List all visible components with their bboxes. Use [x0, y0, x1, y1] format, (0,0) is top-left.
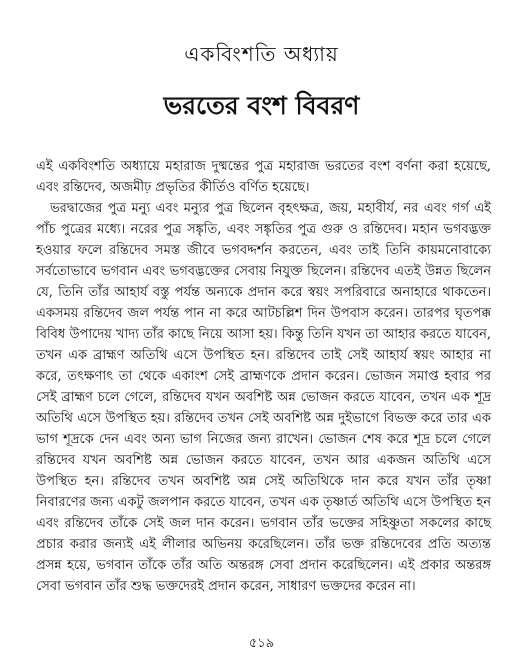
paragraph: ভরদ্বাজের পুত্র মন্যু এবং মন্যুর পুত্র ছিলেন বৃহৎক্ষত্র, জয়, মহাবীর্য, নর এবং গর্গ এই পাঁচ পুত্রের মধ্যে। নরের পুত্র সঙ্কৃতি, এবং সঙ্কৃতির পুত্র গুরু ও রন্তিদেব। মহান ভগবদ্ভক্ত হওয়ার ফলে রন্তিদেব সমস্ত জীবে ভগবদ্দর্শন করতেন, এবং তাই তিনি কায়মনোবাক্যে সর্বতোভাবে ভগবান এবং ভগবদ্ভক্তের সেবায় নিযুক্ত ছিলেন। রন্তিদেব এতই উন্নত ছিলেন যে, তিনি তাঁর আহার্য বস্তু পর্যন্ত অন্যকে প্রদান করে স্বয়ং সপরিবারে অনাহারে থাকতেন। একসময় রন্তিদেব জল পর্যন্ত পান না করে আটচল্লিশ দিন উপবাস করেন। তারপর ঘৃতপক্ক বিবিধ উপাদেয় খাদ্য তাঁর কাছে নিয়ে আসা হয়। কিন্তু তিনি যখন তা আহার করতে যাবেন, তখন এক ব্রাহ্মণ অতিথি এসে উপস্থিত হন। রন্তিদেব তাই সেই আহার্য স্বয়ং আহার না করে, তৎক্ষণাৎ তা থেকে একাংশ সেই ব্রাহ্মণকে প্রদান করেন। ভোজন সমাপ্ত হবার পর সেই ব্রাহ্মণ চলে গেলে, রন্তিদেব যখন অবশিষ্ট অন্ন ভোজন করতে যাবেন, তখন এক শূদ্র অতিথি এসে উপস্থিত হয়। রন্তিদেব তখন সেই অবশিষ্ট অন্ন দুইভাগে বিভক্ত করে তার এক ভাগ শূদ্রকে দেন এবং অন্য ভাগ নিজের জন্য রাখেন। ভোজন শেষ করে শূদ্র চলে গেলে রন্তিদেব যখন অবশিষ্ট অন্ন ভোজন করতে যাবেন, তখন আর একজন অতিথি এসে উপস্থিত হন। রন্তিদেব তখন অবশিষ্ট অন্ন সেই অতিথিকে দান করে যখন তাঁর তৃষ্ণা নিবারণের জন্য একটু জলপান করতে যাবেন, তখন এক তৃষ্ণার্ত অতিথি এসে উপস্থিত হন এবং রন্তিদেব তাঁকে সেই জল দান করেন। ভগবান তাঁর ভক্তের সহিষ্ণুতা সকলের কাছে প্রচার করার জন্যই এই লীলার অভিনয় করেছিলেন। তাঁর ভক্ত রন্তিদেবের প্রতি অত্যন্ত প্রসন্ন হয়ে, ভগবান তাঁকে তাঁর অতি অন্তরঙ্গ সেবা প্রদান করেছিলেন। এই প্রকার অন্তরঙ্গ সেবা ভগবান তাঁর শুদ্ধ ভক্তদেরই প্রদান করেন, সাধারণ ভক্তদের করেন না।: [36, 201, 491, 594]
chapter-label: একবিংশতি অধ্যায়: [184, 42, 339, 66]
chapter-summary: [36, 156, 491, 597]
page-number: ৫১৯: [248, 636, 275, 651]
paragraph: এই একবিংশতি অধ্যায়ে মহারাজ দুষ্মন্তের পুত্র মহারাজ ভরতের বংশ বর্ণনা করা হয়েছে, এবং রন্তিদেব, অজমীঢ় প্রভৃতির কীর্তিও বর্ণিত হয়েছে।: [36, 159, 491, 195]
chapter-title: ভরতের বংশ বিবরণ: [163, 91, 360, 120]
